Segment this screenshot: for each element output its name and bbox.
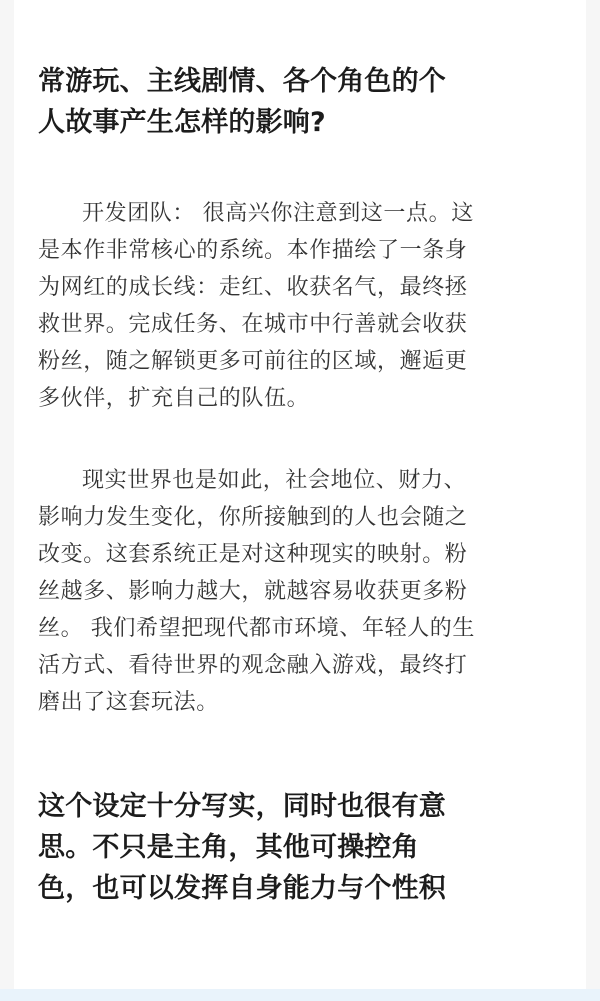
paragraph-line: 影响力发生变化，你所接触到的人也会随之: [38, 505, 468, 530]
paragraph-line: 丝越多、影响力越大，就越容易收获更多粉: [38, 579, 468, 604]
heading-line: 这个设定十分写实，同时也很有意: [38, 791, 446, 822]
paragraph-line: 粉丝，随之解锁更多可前往的区域，邂逅更: [38, 349, 468, 374]
paragraph-line: 现实世界也是如此，社会地位、财力、: [82, 468, 467, 493]
question-heading: [38, 61, 558, 143]
paragraph-line: 救世界。完成任务、在城市中行善就会收获: [38, 312, 468, 337]
question-heading: [38, 786, 558, 909]
paragraph-line: 为网红的成长线：走红、收获名气，最终拯: [38, 275, 468, 300]
heading-line: 色，也可以发挥自身能力与个性积: [38, 873, 446, 904]
paragraph-line: 是本作非常核心的系统。本作描绘了一条身: [38, 238, 468, 263]
heading-line: 常游玩、主线剧情、各个角色的个: [38, 66, 446, 97]
paragraph-line: 丝。 我们希望把现代都市环境、年轻人的生: [38, 616, 475, 641]
paragraph-line: 开发团队： 很高兴你注意到这一点。这: [82, 201, 474, 226]
paragraph-line: 改变。这套系统正是对这种现实的映射。粉: [38, 542, 468, 567]
answer-paragraph: [38, 462, 560, 721]
answer-paragraph: [38, 195, 560, 417]
paragraph-line: 活方式、看待世界的观念融入游戏，最终打: [38, 653, 468, 678]
heading-line: 人故事产生怎样的影响?: [38, 107, 326, 138]
bottom-strip: [0, 989, 600, 1001]
paragraph-line: 多伙伴，扩充自己的队伍。: [38, 386, 310, 411]
paragraph-line: 磨出了这套玩法。: [38, 690, 219, 715]
heading-line: 思。不只是主角，其他可操控角: [38, 832, 419, 863]
